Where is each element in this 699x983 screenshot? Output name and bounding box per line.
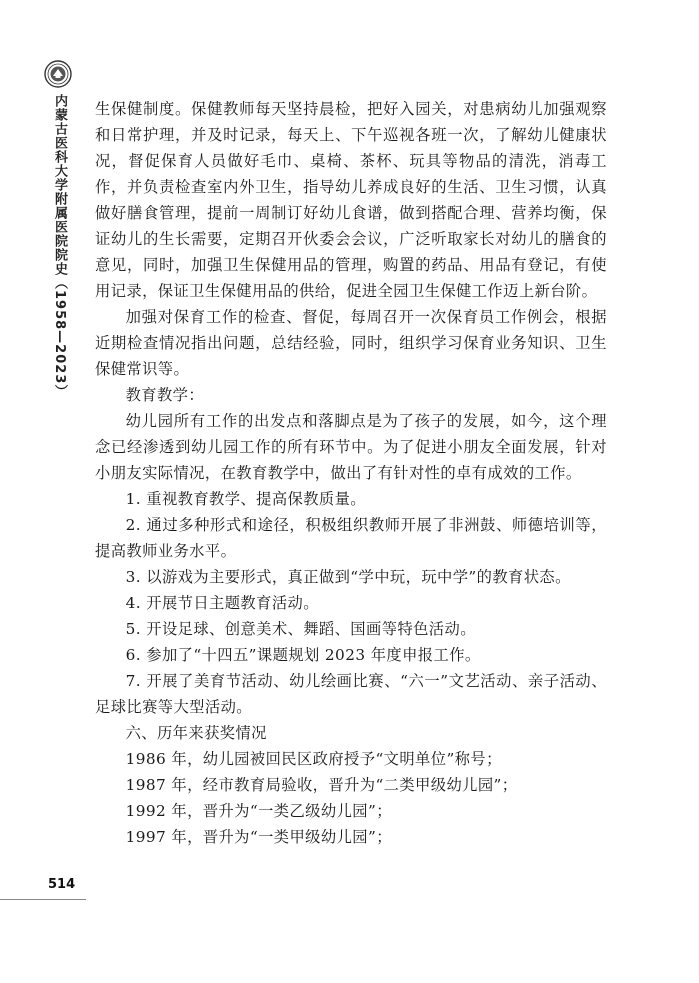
list-item: 7. 开展了美育节活动、幼儿绘画比赛、“六一”文艺活动、亲子活动、足球比赛等大型活动。 [95,672,607,716]
list-item: 5. 开设足球、创意美术、舞蹈、国画等特色活动。 [125,620,476,638]
award-entry: 1997 年，晋升为“一类甲级幼儿园”； [125,828,392,846]
paragraph-education-intro: 幼儿园所有工作的出发点和落脚点是为了孩子的发展，如今，这个理念已经渗透到幼儿园工作的所有环节中。为了促进小朋友全面发展，针对小朋友实际情况，在教育教学中，做出了有针对性的卓有成效的工作。 [95,412,607,482]
section-heading-awards: 六、历年来获奖情况 [125,724,267,742]
body-text [95,96,607,850]
paragraph-health-system: 生保健制度。保健教师每天坚持晨检，把好入园关，对患病幼儿加强观察和日常护理，并及时记录，每天上、下午巡视各班一次，了解幼儿健康状况，督促保育人员做好毛巾、桌椅、茶杯、玩具等物品的清洗，消毒工作，并负责检查室内外卫生，指导幼儿养成良好的生活、卫生习惯，认真做好膳食管理，提前一周制订好幼儿食谱，做到搭配合理、营养均衡，保证幼儿的生长需要，定期召开伙委会会议，广泛听取家长对幼儿的膳食的意见，同时，加强卫生保健用品的管理，购置的药品、用品有登记，有使用记录，保证卫生保健用品的供给，促进全园卫生保健工作迈上新台阶。 [95,100,607,300]
list-item: 4. 开展节日主题教育活动。 [125,594,319,612]
page-number-rule [0,899,86,900]
award-entry: 1987 年，经市教育局验收，晋升为“二类甲级幼儿园”； [125,776,518,794]
award-entry: 1986 年，幼儿园被回民区政府授予“文明单位”称号； [125,750,502,768]
list-item: 2. 通过多种形式和途径，积极组织教师开展了非洲鼓、师德培训等，提高教师业务水平。 [95,516,607,560]
list-item: 1. 重视教育教学、提高保教质量。 [125,490,367,508]
section-heading-education: 教育教学： [125,386,205,404]
award-entry: 1992 年，晋升为“一类乙级幼儿园”； [125,802,392,820]
running-header-book-title: 内蒙古医科大学附属医院院史（1958—2023） [52,94,67,399]
paragraph-childcare-inspection: 加强对保育工作的检查、督促，每周召开一次保育员工作例会，根据近期检查情况指出问题，总结经验，同时，组织学习保育业务知识、卫生保健常识等。 [95,308,607,378]
page-number: 514 [48,877,76,892]
list-item: 3. 以游戏为主要形式，真正做到“学中玩，玩中学”的教育状态。 [125,568,571,586]
list-item: 6. 参加了“十四五”课题规划 2023 年度申报工作。 [125,646,481,664]
hospital-logo-icon [44,60,72,88]
